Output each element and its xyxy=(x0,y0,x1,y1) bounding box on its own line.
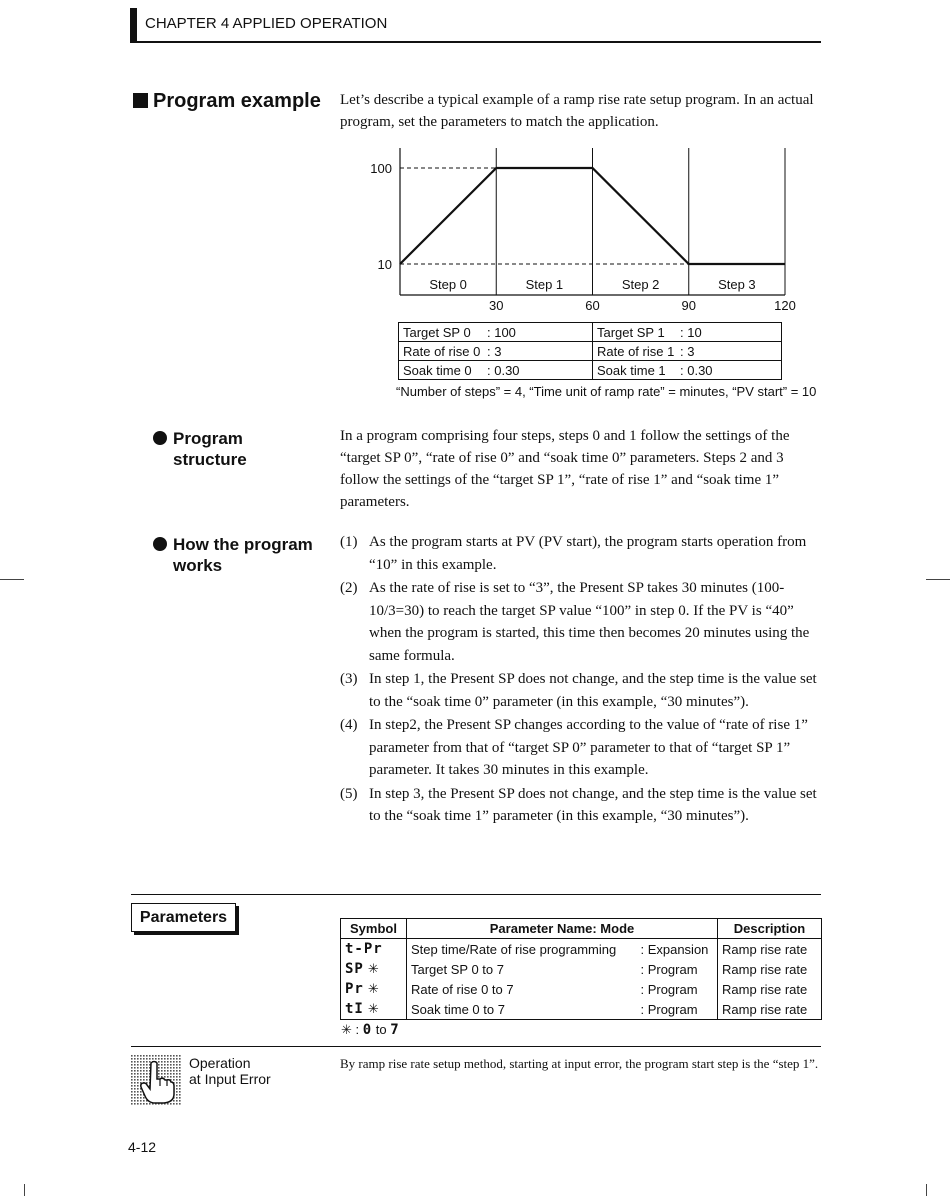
program-structure-text: In a program comprising four steps, steps 0 and 1 follow the settings of the “target SP 0”, “rate of rise 0” and “soak time 0” parameters. Steps 2 and 3 follow the settings of the “target SP 1”, “rate of rise 1” and “soak time 1” parameters. xyxy=(340,428,790,510)
x-tick-label: 120 xyxy=(774,298,796,313)
header-bar xyxy=(130,8,137,42)
circle-bullet-icon xyxy=(153,431,167,445)
col-symbol: Symbol xyxy=(341,919,407,939)
operation-title: Operation at Input Error xyxy=(189,1055,271,1087)
settings-table xyxy=(398,322,782,380)
how-works-heading: How the program works xyxy=(153,534,313,576)
square-bullet-icon xyxy=(133,93,148,108)
settings-cell: Rate of rise 0 : 3 xyxy=(399,342,593,361)
chapter-title: CHAPTER 4 APPLIED OPERATION xyxy=(145,15,388,32)
operation-text: By ramp rise rate setup method, starting at input error, the program start step is the “step 1”. xyxy=(340,1056,819,1071)
settings-row xyxy=(399,323,782,342)
step-item: (5) In step 3, the Present SP does not change, and the step time is the value set to the “soak time 1” parameter (in this example, “30 minutes”). xyxy=(340,785,817,824)
settings-cell: Soak time 1 : 0.30 xyxy=(593,361,782,380)
pointing-hand-icon xyxy=(131,1055,181,1105)
parameter-mode-cell: : Expansion xyxy=(636,939,717,960)
program-structure-heading: Program structure xyxy=(153,428,247,470)
step-item: (4) In step2, the Present SP changes according to the value of “rate of rise 1” parameter from that of “target SP 0” parameter to that of “target SP 1” parameter. It takes 30 minutes in this example. xyxy=(340,717,808,778)
settings-row xyxy=(399,342,782,361)
settings-cell: Target SP 0 : 100 xyxy=(399,323,593,342)
section-rule xyxy=(131,894,821,895)
page-number: 4-12 xyxy=(128,1139,157,1155)
settings-cell: Rate of rise 1 : 3 xyxy=(593,342,782,361)
parameter-mode-cell: : Program xyxy=(636,959,717,979)
chart-caption: “Number of steps” = 4, “Time unit of ramp rate” = minutes, “PV start” = 10 xyxy=(396,384,817,399)
parameter-row xyxy=(341,979,822,999)
settings-cell: Target SP 1 : 10 xyxy=(593,323,782,342)
y-tick-label: 100 xyxy=(370,161,392,176)
circle-bullet-icon xyxy=(153,537,167,551)
parameter-description-cell: Ramp rise rate xyxy=(718,939,822,960)
parameter-mode-cell: : Program xyxy=(636,999,717,1020)
section-rule xyxy=(131,1046,821,1047)
parameter-row xyxy=(341,939,822,960)
parameter-description-cell: Ramp rise rate xyxy=(718,999,822,1020)
ramp-program-chart xyxy=(360,140,810,320)
parameter-name-cell: Step time/Rate of rise programming xyxy=(407,939,637,960)
symbol-cell: t-Pr xyxy=(341,939,407,960)
x-tick-label: 90 xyxy=(681,298,696,313)
step-label: Step 3 xyxy=(718,277,756,292)
step-label: Step 0 xyxy=(429,277,467,292)
symbol-cell: Pr ✳ xyxy=(341,979,407,999)
col-name-mode: Parameter Name: Mode xyxy=(407,919,718,939)
parameter-description-cell: Ramp rise rate xyxy=(718,959,822,979)
program-example-heading: Program example xyxy=(133,90,321,113)
parameter-row xyxy=(341,999,822,1020)
intro-paragraph: Let’s describe a typical example of a ramp rise rate setup program. In an actual program, set the parameters to match the application. xyxy=(340,92,814,130)
parameter-mode-cell: : Program xyxy=(636,979,717,999)
step-item: (1) As the program starts at PV (PV start), the program starts operation from “10” in this example. xyxy=(340,534,807,573)
symbol-note: ✳ : 0 to 7 xyxy=(341,1022,400,1038)
settings-row xyxy=(399,361,782,380)
step-item: (3) In step 1, the Present SP does not change, and the step time is the value set to the “soak time 0” parameter (in this example, “30 minutes”). xyxy=(340,671,817,710)
parameter-name-cell: Soak time 0 to 7 xyxy=(407,999,637,1020)
step-label: Step 1 xyxy=(525,277,564,292)
parameters-table xyxy=(340,918,822,1020)
symbol-cell: tI ✳ xyxy=(341,999,407,1020)
settings-cell: Soak time 0 : 0.30 xyxy=(399,361,593,380)
col-description: Description xyxy=(718,919,822,939)
x-tick-label: 30 xyxy=(489,298,504,313)
step-item: (2) As the rate of rise is set to “3”, the Present SP takes 30 minutes (100-10/3=30) to reach the target SP value “100” in step 0. If the PV is “40” when the program is started, this time then becomes 20 minutes using the same formula. xyxy=(340,580,810,664)
parameter-description-cell: Ramp rise rate xyxy=(718,979,822,999)
parameter-name-cell: Target SP 0 to 7 xyxy=(407,959,637,979)
parameters-heading: Parameters xyxy=(131,903,236,932)
y-tick-label: 10 xyxy=(377,257,392,272)
header-rule xyxy=(130,41,821,43)
how-works-list xyxy=(340,531,820,829)
x-tick-label: 60 xyxy=(585,298,600,313)
parameter-row xyxy=(341,959,822,979)
symbol-cell: SP ✳ xyxy=(341,959,407,979)
step-label: Step 2 xyxy=(621,277,660,292)
parameter-name-cell: Rate of rise 0 to 7 xyxy=(407,979,637,999)
